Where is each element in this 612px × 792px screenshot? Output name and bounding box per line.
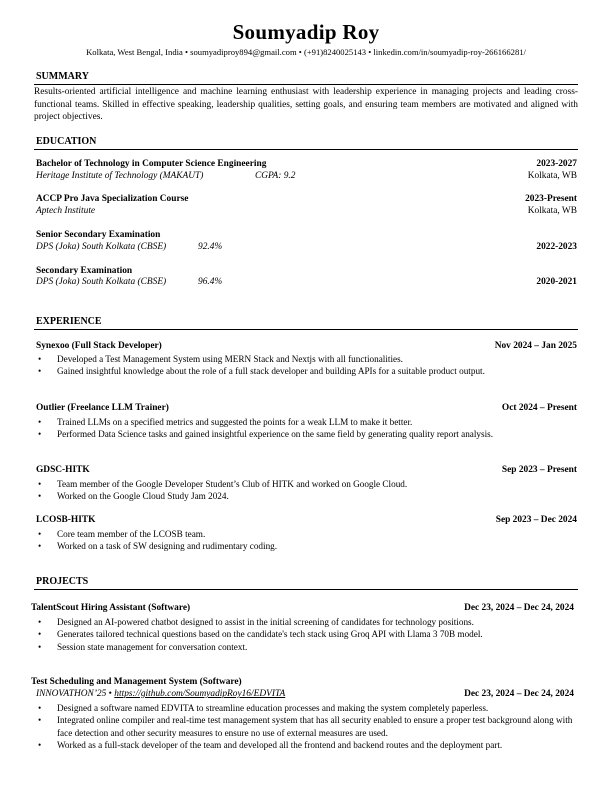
list-item: • Worked on the Google Cloud Study Jam 2024. xyxy=(36,490,577,502)
score: CGPA: 9.2 xyxy=(255,171,296,181)
project-name: Test Scheduling and Management System (Software) xyxy=(31,677,242,687)
institution: DPS (Joka) South Kolkata (CBSE) xyxy=(36,277,167,287)
list-item: • Performed Data Science tasks and gained insightful experience on the same field by generating quality report analysis. xyxy=(36,428,577,440)
experience-bullets xyxy=(36,416,577,441)
project-name: TalentScout Hiring Assistant (Software) xyxy=(31,603,191,613)
list-item: • Gained insightful knowledge about the role of a full stack developer and building APIs for a suitable product output. xyxy=(36,365,577,377)
linkedin-link[interactable]: linkedin.com/in/soumyadip-roy-266166281/ xyxy=(373,47,526,57)
list-item: • Designed a software named EDVITA to streamline education processes and making the system completely paperless. xyxy=(36,702,577,714)
event-name: INNOVATHON’25 xyxy=(36,689,107,699)
date: Dec 23, 2024 – Dec 24, 2024 xyxy=(464,603,574,613)
location: Kolkata, West Bengal, India xyxy=(86,47,183,57)
list-item: • Trained LLMs on a specified metrics and suggested the points for a weak LLM to make it better. xyxy=(36,416,577,428)
degree: Bachelor of Technology in Computer Science Engineering xyxy=(36,159,267,169)
role: Outlier (Freelance LLM Trainer) xyxy=(36,403,169,413)
role: GDSC-HITK xyxy=(36,465,90,475)
location: Kolkata, WB xyxy=(527,171,577,181)
experience-item xyxy=(36,465,577,475)
experience-bullets xyxy=(36,528,577,553)
experience-item xyxy=(36,515,577,525)
list-item: • Developed a Test Management System using MERN Stack and Nextjs with all functionalities. xyxy=(36,353,577,365)
candidate-name: Soumyadip Roy xyxy=(232,20,380,44)
degree: Senior Secondary Examination xyxy=(36,230,161,240)
experience-item xyxy=(36,341,577,351)
date: Oct 2024 – Present xyxy=(501,403,577,413)
list-item: • Session state management for conversation context. xyxy=(36,641,577,653)
experience-divider xyxy=(34,329,578,330)
experience-bullets xyxy=(36,353,577,378)
education-divider xyxy=(34,149,578,150)
email-link[interactable]: soumyadiproy894@gmail.com xyxy=(190,47,297,57)
role: LCOSB-HITK xyxy=(36,515,96,525)
degree: Secondary Examination xyxy=(36,266,133,276)
date: 2023-2027 xyxy=(536,159,577,169)
date: 2022-2023 xyxy=(536,242,577,252)
score: 96.4% xyxy=(198,277,223,287)
list-item: • Worked as a full-stack developer of the team and developed all the frontend and backend routes and the deployment part. xyxy=(36,739,577,751)
date: Sep 2023 – Present xyxy=(501,465,577,475)
experience-bullets xyxy=(36,478,577,503)
project-detail: INNOVATHON’25 • https://github.com/SoumyadipRoy16/EDVITA Dec 23, 2024 – Dec 24, 2024 xyxy=(36,689,574,699)
institution: Heritage Institute of Technology (MAKAUT) xyxy=(36,171,204,181)
education-detail xyxy=(36,171,577,181)
list-item: • Core team member of the LCOSB team. xyxy=(36,528,577,540)
list-item: • Team member of the Google Developer Student’s Club of HITK and worked on Google Cloud. xyxy=(36,478,577,490)
summary-text: Results-oriented artificial intelligence and machine learning enthusiast with leadership experience in managing projects and leading cross-functional teams. Skilled in effective speaking, leadership qualities, setting goals, and ensuring team members are motivated and aligned with project objectives. xyxy=(34,87,578,123)
experience-item xyxy=(36,403,577,413)
contact-line: Kolkata, West Bengal, India • soumyadiproy894@gmail.com • (+91)8240025143 • linkedin.com/in/soumyadip-roy-266166281/ xyxy=(86,47,526,57)
project-item xyxy=(31,677,574,687)
experience-heading: EXPERIENCE xyxy=(36,316,102,327)
date: Dec 23, 2024 – Dec 24, 2024 xyxy=(464,689,574,699)
degree: ACCP Pro Java Specialization Course xyxy=(36,194,189,204)
github-link[interactable]: https://github.com/SoumyadipRoy16/EDVITA xyxy=(114,689,286,699)
list-item: • Designed an AI-powered chatbot designed to assist in the initial screening of candidates for technology positions. xyxy=(36,616,577,628)
list-item: • Integrated online compiler and real-time test management system that has all security enabled to ensure a proper test background along with face detection and other security measures to ensure no use of external measures are used. xyxy=(36,714,577,739)
education-item xyxy=(36,159,577,169)
education-heading: EDUCATION xyxy=(36,136,97,147)
projects-divider xyxy=(34,589,578,590)
list-item: • Worked on a task of SW designing and rudimentary coding. xyxy=(36,540,577,552)
location: Kolkata, WB xyxy=(527,206,577,216)
education-item xyxy=(36,230,577,240)
project-bullets xyxy=(36,702,577,752)
institution: DPS (Joka) South Kolkata (CBSE) xyxy=(36,242,167,252)
project-item xyxy=(31,603,574,613)
education-item xyxy=(36,266,577,276)
education-detail xyxy=(36,277,577,287)
role: Synexoo (Full Stack Developer) xyxy=(36,341,162,351)
education-detail xyxy=(36,206,577,216)
institution: Aptech Institute xyxy=(36,206,96,216)
date: Sep 2023 – Dec 2024 xyxy=(495,515,577,525)
summary-heading: SUMMARY xyxy=(36,71,89,82)
projects-heading: PROJECTS xyxy=(36,576,89,587)
project-bullets xyxy=(36,616,577,653)
summary-divider xyxy=(34,84,578,85)
education-item xyxy=(36,194,577,204)
education-detail xyxy=(36,242,577,252)
phone: (+91)8240025143 xyxy=(303,47,367,57)
date: 2023-Present xyxy=(525,194,577,204)
date: 2020-2021 xyxy=(536,277,577,287)
list-item: • Generates tailored technical questions based on the candidate's tech stack using Groq API with Llama 3 70B model. xyxy=(36,628,577,640)
date: Nov 2024 – Jan 2025 xyxy=(494,341,577,351)
score: 92.4% xyxy=(198,242,223,252)
